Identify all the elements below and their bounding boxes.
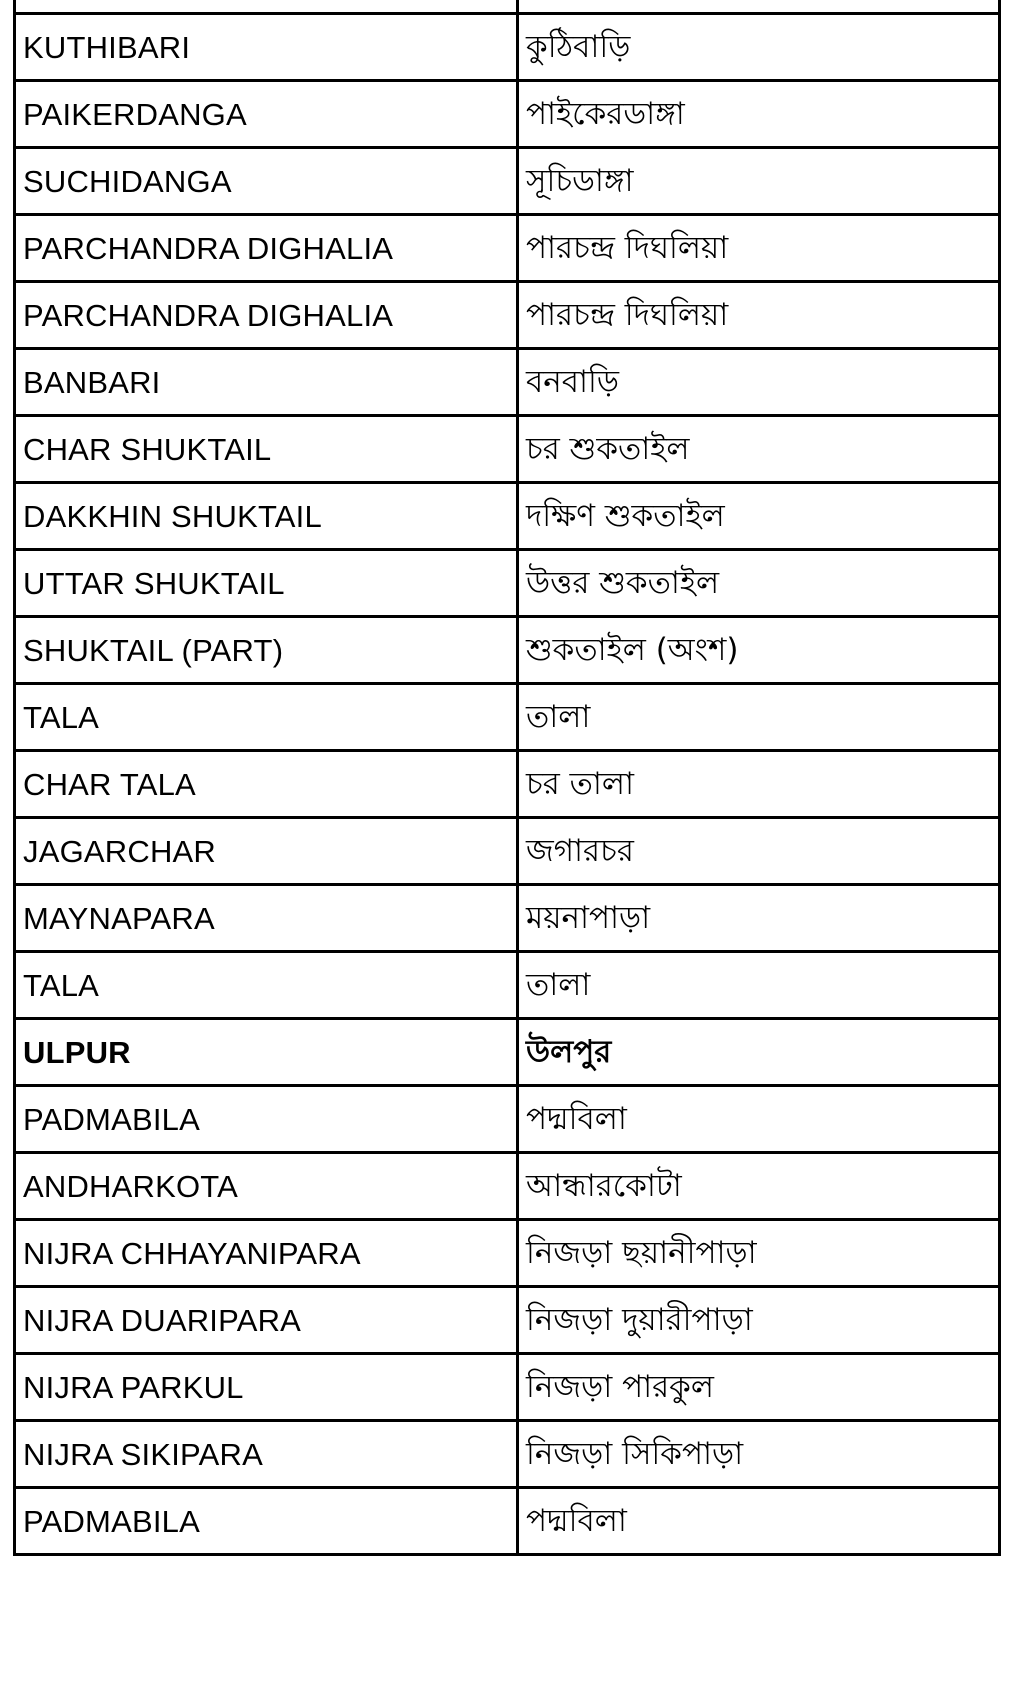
table-row xyxy=(15,1287,1000,1354)
bengali-name-cell: পারচন্দ্র দিঘলিয়া xyxy=(518,215,1000,282)
bengali-name-cell: নিজড়া পারকুল xyxy=(518,1354,1000,1421)
bengali-name-cell: পাইকেরডাঙ্গা xyxy=(518,81,1000,148)
english-name-cell: BANBARI xyxy=(15,349,518,416)
bengali-name-cell: শুকতাইল (অংশ) xyxy=(518,617,1000,684)
table-row xyxy=(15,818,1000,885)
english-name-cell: NIJRA PARKUL xyxy=(15,1354,518,1421)
english-name-cell: PADMABILA xyxy=(15,1086,518,1153)
table-row xyxy=(15,14,1000,81)
table-row-heading xyxy=(15,1019,1000,1086)
bengali-name-cell: উত্তর শুকতাইল xyxy=(518,550,1000,617)
english-name-cell: CHAR TALA xyxy=(15,751,518,818)
table-row xyxy=(15,0,1000,14)
table-row xyxy=(15,282,1000,349)
english-name-cell: CHAR SHUKTAIL xyxy=(15,416,518,483)
bengali-name-cell: সূচিডাঙ্গা xyxy=(518,148,1000,215)
table-row xyxy=(15,751,1000,818)
bengali-name-cell: নিজড়া ছয়ানীপাড়া xyxy=(518,1220,1000,1287)
table-row xyxy=(15,684,1000,751)
table-row xyxy=(15,483,1000,550)
table-row xyxy=(15,1220,1000,1287)
table-row xyxy=(15,349,1000,416)
english-name-cell: PADMABILA xyxy=(15,1488,518,1555)
table-row xyxy=(15,81,1000,148)
bengali-name-cell: চর তালা xyxy=(518,751,1000,818)
english-name-cell: DAKKHIN SHUKTAIL xyxy=(15,483,518,550)
bengali-name-cell: নিজড়া দুয়ারীপাড়া xyxy=(518,1287,1000,1354)
english-name-cell: KUTHIBARI xyxy=(15,14,518,81)
english-name-cell: NIJRA CHHAYANIPARA xyxy=(15,1220,518,1287)
table-row xyxy=(15,215,1000,282)
bengali-name-cell: জগারচর xyxy=(518,818,1000,885)
english-name-cell: PARCHANDRA DIGHALIA xyxy=(15,282,518,349)
village-names-table xyxy=(13,0,1001,1556)
bengali-name-cell: দক্ষিণ শুকতাইল xyxy=(518,483,1000,550)
bengali-name-cell: তালা xyxy=(518,684,1000,751)
table-row xyxy=(15,952,1000,1019)
table-row xyxy=(15,148,1000,215)
table-row xyxy=(15,1086,1000,1153)
english-name-cell: NIJRA SIKIPARA xyxy=(15,1421,518,1488)
bengali-name-cell: পদ্মবিলা xyxy=(518,1086,1000,1153)
table-row xyxy=(15,1354,1000,1421)
english-name-cell: TALA xyxy=(15,952,518,1019)
table-row xyxy=(15,617,1000,684)
bengali-name-cell: নিজড়া সিকিপাড়া xyxy=(518,1421,1000,1488)
table-row xyxy=(15,416,1000,483)
english-name-cell: TALA xyxy=(15,684,518,751)
english-name-cell: SHUKTAIL (PART) xyxy=(15,617,518,684)
english-name-cell: SUCHIDANGA xyxy=(15,148,518,215)
english-name-cell: PARCHANDRA DIGHALIA xyxy=(15,215,518,282)
english-name-cell: NIJRA DUARIPARA xyxy=(15,1287,518,1354)
bengali-name-cell: পারচন্দ্র দিঘলিয়া xyxy=(518,282,1000,349)
bengali-name-cell xyxy=(518,0,1000,14)
bengali-name-cell: ময়নাপাড়া xyxy=(518,885,1000,952)
bengali-name-cell: আন্ধারকোটা xyxy=(518,1153,1000,1220)
english-name-cell: JAGARCHAR xyxy=(15,818,518,885)
english-name-cell xyxy=(15,0,518,14)
table-row xyxy=(15,1421,1000,1488)
table-row xyxy=(15,885,1000,952)
english-name-cell: MAYNAPARA xyxy=(15,885,518,952)
bengali-name-cell: পদ্মবিলা xyxy=(518,1488,1000,1555)
bengali-name-cell: উলপুর xyxy=(518,1019,1000,1086)
bengali-name-cell: কুঠিবাড়ি xyxy=(518,14,1000,81)
table-row xyxy=(15,550,1000,617)
bengali-name-cell: চর শুকতাইল xyxy=(518,416,1000,483)
table-row xyxy=(15,1488,1000,1555)
english-name-cell: PAIKERDANGA xyxy=(15,81,518,148)
english-name-cell: UTTAR SHUKTAIL xyxy=(15,550,518,617)
english-name-cell: ANDHARKOTA xyxy=(15,1153,518,1220)
bengali-name-cell: বনবাড়ি xyxy=(518,349,1000,416)
bengali-name-cell: তালা xyxy=(518,952,1000,1019)
table-row xyxy=(15,1153,1000,1220)
english-name-cell: ULPUR xyxy=(15,1019,518,1086)
